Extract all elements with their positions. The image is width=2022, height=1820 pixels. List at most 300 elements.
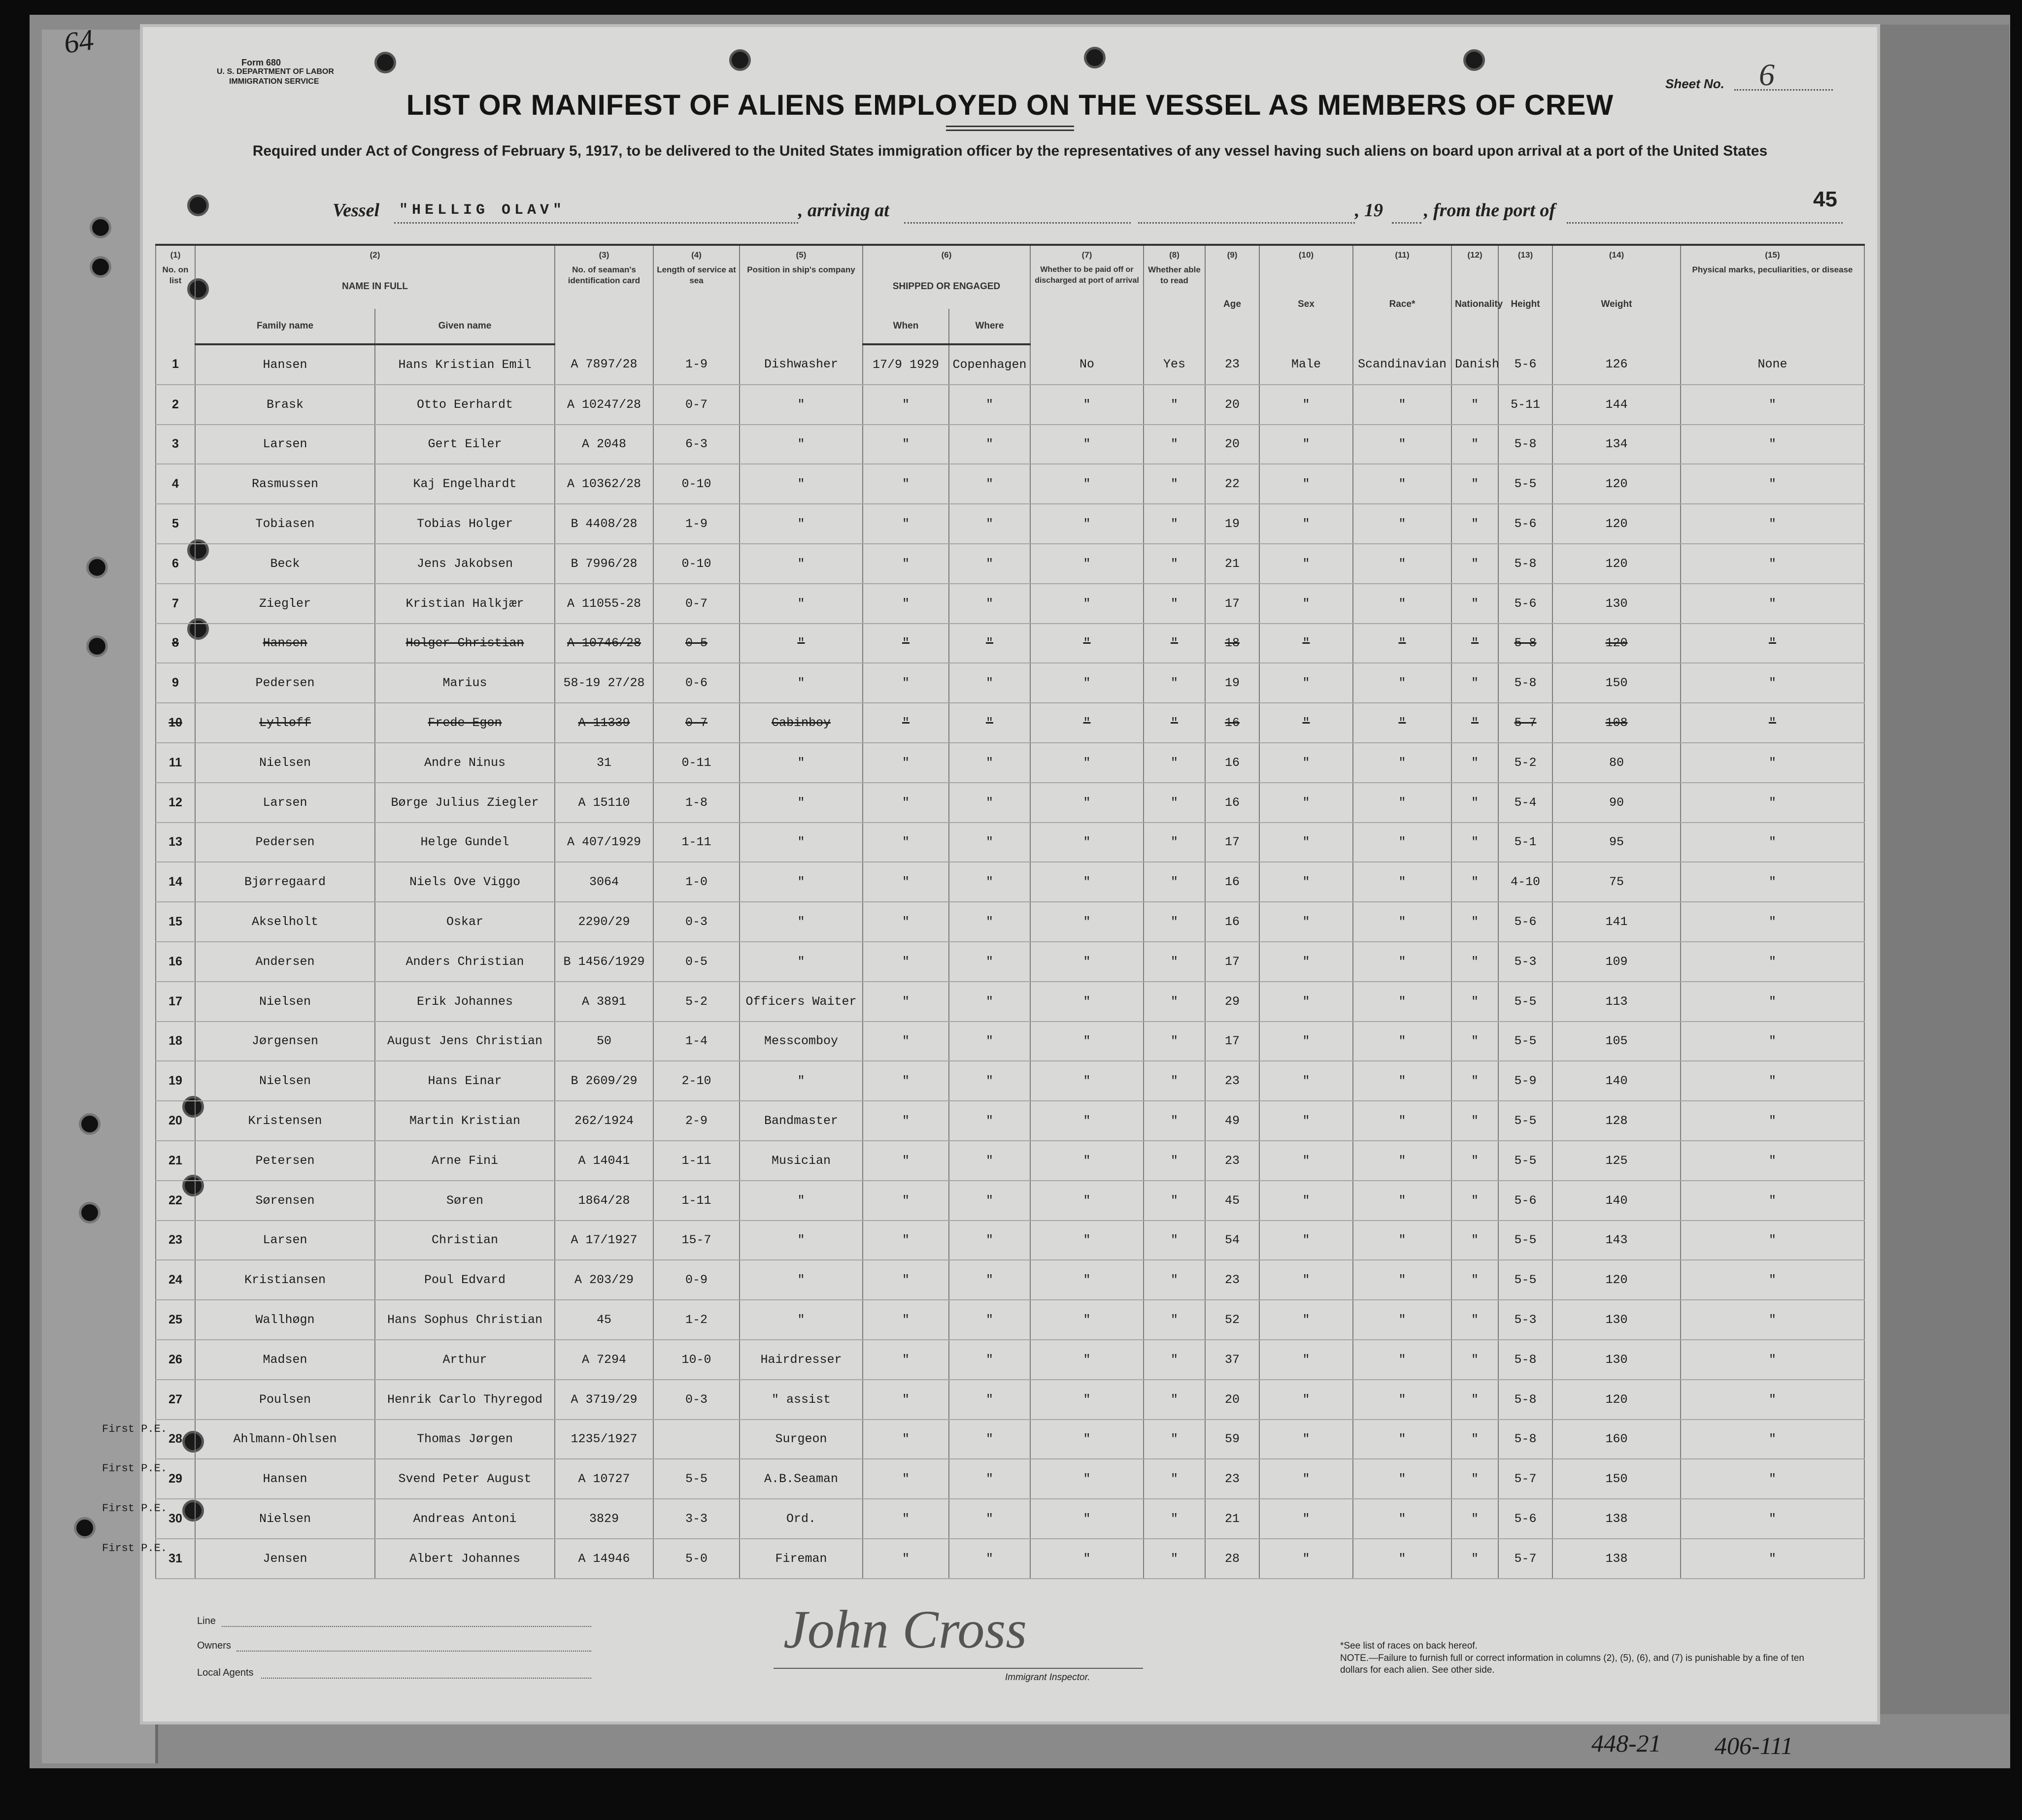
- height: 5-7: [1498, 703, 1552, 743]
- paid-off: ": [1030, 1380, 1144, 1420]
- family-name: Andersen: [195, 942, 375, 982]
- height: 5-4: [1498, 783, 1552, 823]
- crew-row: [156, 385, 1864, 425]
- race: ": [1353, 703, 1451, 743]
- position: Fireman: [740, 1539, 863, 1579]
- paid-off: ": [1030, 1181, 1144, 1221]
- line-rule: [222, 1625, 591, 1627]
- shipped-when: ": [863, 1141, 949, 1181]
- shipped-where: ": [949, 584, 1030, 624]
- race: ": [1353, 1459, 1451, 1499]
- service-length: 0-3: [653, 1380, 740, 1420]
- position: Dishwasher: [740, 344, 863, 385]
- port-label: , from the port of: [1424, 200, 1556, 221]
- nationality: ": [1451, 703, 1498, 743]
- sheet-label: Sheet No.: [1665, 76, 1724, 91]
- first-pe-mark: First P.E.: [102, 1502, 168, 1515]
- family-name: Nielsen: [195, 743, 375, 783]
- paid-off: ": [1030, 1260, 1144, 1300]
- nationality: ": [1451, 942, 1498, 982]
- col-number: (1): [156, 245, 195, 265]
- shipped-when: ": [863, 1499, 949, 1539]
- family-name: Kristiansen: [195, 1260, 375, 1300]
- able-to-read: ": [1144, 1022, 1205, 1061]
- margin-note-bottom-right: 448-21: [1591, 1729, 1661, 1757]
- physical-marks: ": [1681, 1061, 1864, 1101]
- header-when: When: [863, 309, 949, 344]
- crew-manifest-table: [102, 244, 1865, 1579]
- position: ": [740, 624, 863, 663]
- shipped-when: ": [863, 783, 949, 823]
- race: ": [1353, 942, 1451, 982]
- family-name: Lylloff: [195, 703, 375, 743]
- physical-marks: ": [1681, 544, 1864, 584]
- given-name: Børge Julius Ziegler: [375, 783, 555, 823]
- paid-off: ": [1030, 1499, 1144, 1539]
- given-name: Kristian Halkjær: [375, 584, 555, 624]
- shipped-when: 17/9 1929: [863, 344, 949, 385]
- inspector-signature: John Cross: [783, 1599, 1027, 1659]
- height: 5-6: [1498, 1499, 1552, 1539]
- given-name: Gert Eiler: [375, 425, 555, 464]
- arriving-label: , arriving at: [798, 200, 889, 221]
- race: ": [1353, 1141, 1451, 1181]
- race: ": [1353, 1181, 1451, 1221]
- paid-off: ": [1030, 982, 1144, 1022]
- col-number: (5): [740, 245, 863, 265]
- sex: ": [1259, 504, 1353, 544]
- shipped-when: ": [863, 1221, 949, 1260]
- family-name: Pedersen: [195, 663, 375, 703]
- crew-row: [156, 982, 1864, 1022]
- height: 5-5: [1498, 1260, 1552, 1300]
- race: ": [1353, 1539, 1451, 1579]
- crew-row: [156, 624, 1864, 663]
- able-to-read: ": [1144, 584, 1205, 624]
- sex: ": [1259, 584, 1353, 624]
- height: 5-1: [1498, 823, 1552, 862]
- paid-off: ": [1030, 1141, 1144, 1181]
- binding-ring-hole: [90, 217, 111, 238]
- seaman-card-number: 58-19 27/28: [555, 663, 653, 703]
- age: 16: [1205, 902, 1259, 942]
- row-number-value: 21: [168, 1153, 182, 1167]
- height: 5-7: [1498, 1539, 1552, 1579]
- able-to-read: ": [1144, 1380, 1205, 1420]
- weight: 75: [1552, 862, 1681, 902]
- weight: 130: [1552, 1300, 1681, 1340]
- sex: ": [1259, 942, 1353, 982]
- physical-marks: ": [1681, 1459, 1864, 1499]
- row-number-value: 15: [168, 915, 182, 929]
- race: ": [1353, 624, 1451, 663]
- race: ": [1353, 982, 1451, 1022]
- weight: 128: [1552, 1101, 1681, 1141]
- able-to-read: ": [1144, 1181, 1205, 1221]
- given-name: Hans Sophus Christian: [375, 1300, 555, 1340]
- able-to-read: ": [1144, 464, 1205, 504]
- agents-label: Local Agents: [197, 1667, 254, 1678]
- department-name: U. S. DEPARTMENT OF LABOR: [217, 67, 334, 76]
- nationality: ": [1451, 1300, 1498, 1340]
- nationality: ": [1451, 862, 1498, 902]
- paid-off: No: [1030, 344, 1144, 385]
- row-number: [156, 1101, 195, 1141]
- seaman-card-number: B 2609/29: [555, 1061, 653, 1101]
- age: 16: [1205, 783, 1259, 823]
- sex: ": [1259, 1499, 1353, 1539]
- row-number: [156, 703, 195, 743]
- crew-row: [156, 1300, 1864, 1340]
- family-name: Jensen: [195, 1539, 375, 1579]
- page-title: LIST OR MANIFEST OF ALIENS EMPLOYED ON THE VESSEL AS MEMBERS OF CREW: [406, 89, 1614, 121]
- shipped-where: ": [949, 1061, 1030, 1101]
- service-length: 1-11: [653, 823, 740, 862]
- age: 20: [1205, 385, 1259, 425]
- seaman-card-number: A 7897/28: [555, 344, 653, 385]
- shipped-when: ": [863, 663, 949, 703]
- row-number: [156, 1141, 195, 1181]
- crew-row: [156, 1181, 1864, 1221]
- height: 4-10: [1498, 862, 1552, 902]
- row-number: [156, 743, 195, 783]
- crew-row: [156, 504, 1864, 544]
- able-to-read: ": [1144, 1061, 1205, 1101]
- age: 23: [1205, 1459, 1259, 1499]
- given-name: Arthur: [375, 1340, 555, 1380]
- physical-marks: ": [1681, 663, 1864, 703]
- seaman-card-number: A 10247/28: [555, 385, 653, 425]
- position: " assist: [740, 1380, 863, 1420]
- shipped-when: ": [863, 1459, 949, 1499]
- position: ": [740, 1300, 863, 1340]
- position: ": [740, 385, 863, 425]
- age: 23: [1205, 1260, 1259, 1300]
- port-rule: [1567, 222, 1843, 224]
- race: ": [1353, 823, 1451, 862]
- row-number: [102, 1539, 195, 1579]
- shipped-when: ": [863, 425, 949, 464]
- position: ": [740, 425, 863, 464]
- crew-row: [156, 1101, 1864, 1141]
- able-to-read: ": [1144, 504, 1205, 544]
- nationality: ": [1451, 1260, 1498, 1300]
- height: 5-3: [1498, 1300, 1552, 1340]
- service-length: 5-2: [653, 982, 740, 1022]
- row-number: [156, 1340, 195, 1380]
- col-number: (11): [1353, 245, 1451, 265]
- position: Ord.: [740, 1499, 863, 1539]
- weight: 108: [1552, 703, 1681, 743]
- service-length: 1-8: [653, 783, 740, 823]
- physical-marks: ": [1681, 783, 1864, 823]
- able-to-read: ": [1144, 823, 1205, 862]
- shipped-where: ": [949, 1221, 1030, 1260]
- crew-row: [156, 1221, 1864, 1260]
- able-to-read: ": [1144, 1499, 1205, 1539]
- race: ": [1353, 1380, 1451, 1420]
- punch-hole: [187, 195, 209, 216]
- nationality: ": [1451, 902, 1498, 942]
- shipped-where: ": [949, 504, 1030, 544]
- physical-marks: ": [1681, 1499, 1864, 1539]
- row-number: [102, 1499, 195, 1539]
- position: ": [740, 743, 863, 783]
- crew-row: [156, 663, 1864, 703]
- seaman-card-number: A 11339: [555, 703, 653, 743]
- race: Scandinavian: [1353, 344, 1451, 385]
- paid-off: ": [1030, 464, 1144, 504]
- row-number-value: 31: [168, 1551, 182, 1565]
- seaman-card-number: A 14041: [555, 1141, 653, 1181]
- paid-off: ": [1030, 1459, 1144, 1499]
- paid-off: ": [1030, 743, 1144, 783]
- col-number: (4): [653, 245, 740, 265]
- service-length: 1-2: [653, 1300, 740, 1340]
- given-name: Holger Christian: [375, 624, 555, 663]
- race: ": [1353, 1221, 1451, 1260]
- weight: 105: [1552, 1022, 1681, 1061]
- physical-marks: ": [1681, 1539, 1864, 1579]
- service-length: 0-11: [653, 743, 740, 783]
- header-no-on-list: No. on list: [156, 265, 195, 344]
- header-shipped-engaged: SHIPPED OR ENGAGED: [863, 265, 1030, 309]
- arriving-rule: [904, 222, 1131, 224]
- row-number: [156, 1061, 195, 1101]
- age: 54: [1205, 1221, 1259, 1260]
- weight: 150: [1552, 663, 1681, 703]
- given-name: Andre Ninus: [375, 743, 555, 783]
- height: 5-8: [1498, 1340, 1552, 1380]
- shipped-where: Copenhagen: [949, 344, 1030, 385]
- row-number: [156, 1221, 195, 1260]
- nationality: Danish: [1451, 344, 1498, 385]
- physical-marks: ": [1681, 743, 1864, 783]
- position: Musician: [740, 1141, 863, 1181]
- seaman-card-number: A 10727: [555, 1459, 653, 1499]
- paid-off: ": [1030, 783, 1144, 823]
- family-name: Rasmussen: [195, 464, 375, 504]
- position: ": [740, 464, 863, 504]
- position: Hairdresser: [740, 1340, 863, 1380]
- age: 18: [1205, 624, 1259, 663]
- given-name: Thomas Jørgen: [375, 1420, 555, 1459]
- crew-row: [156, 823, 1864, 862]
- position: ": [740, 783, 863, 823]
- seaman-card-number: 31: [555, 743, 653, 783]
- height: 5-8: [1498, 425, 1552, 464]
- service-length: 1-9: [653, 504, 740, 544]
- race: ": [1353, 544, 1451, 584]
- nationality: ": [1451, 1022, 1498, 1061]
- given-name: Erik Johannes: [375, 982, 555, 1022]
- paid-off: ": [1030, 703, 1144, 743]
- service-length: 1-0: [653, 862, 740, 902]
- family-name: Jørgensen: [195, 1022, 375, 1061]
- able-to-read: ": [1144, 783, 1205, 823]
- weight: 120: [1552, 464, 1681, 504]
- row-number-value: 7: [172, 596, 179, 610]
- col-number: (9): [1205, 245, 1259, 265]
- seaman-card-number: 2290/29: [555, 902, 653, 942]
- year-label: , 19: [1355, 200, 1383, 221]
- stacked-pages-edge: [1872, 25, 2009, 1714]
- header-height: Height: [1498, 265, 1552, 344]
- paid-off: ": [1030, 1340, 1144, 1380]
- paid-off: ": [1030, 1221, 1144, 1260]
- family-name: Tobiasen: [195, 504, 375, 544]
- given-name: Anders Christian: [375, 942, 555, 982]
- family-name: Bjørregaard: [195, 862, 375, 902]
- row-number: [156, 1181, 195, 1221]
- service-length: 1-11: [653, 1181, 740, 1221]
- paid-off: ": [1030, 584, 1144, 624]
- able-to-read: ": [1144, 982, 1205, 1022]
- service-length: 2-10: [653, 1061, 740, 1101]
- paid-off: ": [1030, 544, 1144, 584]
- row-number: [156, 783, 195, 823]
- shipped-when: ": [863, 1022, 949, 1061]
- service-length: 2-9: [653, 1101, 740, 1141]
- sex: ": [1259, 1539, 1353, 1579]
- weight: 138: [1552, 1499, 1681, 1539]
- given-name: Hans Kristian Emil: [375, 344, 555, 385]
- given-name: Svend Peter August: [375, 1459, 555, 1499]
- row-number-value: 19: [168, 1074, 182, 1088]
- position: ": [740, 942, 863, 982]
- physical-marks: ": [1681, 1022, 1864, 1061]
- family-name: Petersen: [195, 1141, 375, 1181]
- physical-marks: ": [1681, 504, 1864, 544]
- nationality: ": [1451, 464, 1498, 504]
- header-age: Age: [1205, 265, 1259, 344]
- weight: 143: [1552, 1221, 1681, 1260]
- age: 49: [1205, 1101, 1259, 1141]
- family-name: Larsen: [195, 1221, 375, 1260]
- able-to-read: ": [1144, 743, 1205, 783]
- seaman-card-number: A 15110: [555, 783, 653, 823]
- sex: ": [1259, 464, 1353, 504]
- seaman-card-number: 50: [555, 1022, 653, 1061]
- shipped-where: ": [949, 624, 1030, 663]
- able-to-read: ": [1144, 902, 1205, 942]
- vessel-label: Vessel: [333, 200, 379, 221]
- crew-row: [156, 1420, 1864, 1459]
- header-weight: Weight: [1552, 265, 1681, 344]
- nationality: ": [1451, 1061, 1498, 1101]
- age: 21: [1205, 544, 1259, 584]
- age: 23: [1205, 344, 1259, 385]
- weight: 130: [1552, 584, 1681, 624]
- shipped-when: ": [863, 1340, 949, 1380]
- service-length: 5-0: [653, 1539, 740, 1579]
- position: ": [740, 902, 863, 942]
- able-to-read: ": [1144, 1300, 1205, 1340]
- able-to-read: ": [1144, 1420, 1205, 1459]
- shipped-when: ": [863, 902, 949, 942]
- race: ": [1353, 1260, 1451, 1300]
- seaman-card-number: A 14946: [555, 1539, 653, 1579]
- able-to-read: ": [1144, 663, 1205, 703]
- header-length-service: Length of service at sea: [653, 265, 740, 344]
- paid-off: ": [1030, 942, 1144, 982]
- weight: 134: [1552, 425, 1681, 464]
- shipped-when: ": [863, 1420, 949, 1459]
- family-name: Kristensen: [195, 1101, 375, 1141]
- family-name: Ziegler: [195, 584, 375, 624]
- able-to-read: ": [1144, 385, 1205, 425]
- row-number: [156, 504, 195, 544]
- sex: ": [1259, 1141, 1353, 1181]
- crew-row: [156, 1260, 1864, 1300]
- seaman-card-number: A 17/1927: [555, 1221, 653, 1260]
- shipped-when: ": [863, 1300, 949, 1340]
- row-number: [156, 544, 195, 584]
- column-heading-row: [156, 265, 1864, 309]
- col-number: (6): [863, 245, 1030, 265]
- family-name: Akselholt: [195, 902, 375, 942]
- shipped-where: ": [949, 1340, 1030, 1380]
- shipped-when: ": [863, 544, 949, 584]
- row-number-value: 12: [168, 795, 182, 809]
- seaman-card-number: 3064: [555, 862, 653, 902]
- weight: 140: [1552, 1061, 1681, 1101]
- shipped-when: ": [863, 385, 949, 425]
- height: 5-8: [1498, 544, 1552, 584]
- age: 22: [1205, 464, 1259, 504]
- shipped-when: ": [863, 1181, 949, 1221]
- shipped-when: ": [863, 743, 949, 783]
- nationality: ": [1451, 1340, 1498, 1380]
- nationality: ": [1451, 1380, 1498, 1420]
- position: ": [740, 1221, 863, 1260]
- service-length: 6-3: [653, 425, 740, 464]
- header-where: Where: [949, 309, 1030, 344]
- family-name: Nielsen: [195, 1061, 375, 1101]
- row-number: [102, 1420, 195, 1459]
- age: 21: [1205, 1499, 1259, 1539]
- sex: ": [1259, 663, 1353, 703]
- row-number: [156, 902, 195, 942]
- sex: ": [1259, 1300, 1353, 1340]
- able-to-read: ": [1144, 942, 1205, 982]
- row-number: [156, 942, 195, 982]
- height: 5-5: [1498, 1221, 1552, 1260]
- seaman-card-number: A 407/1929: [555, 823, 653, 862]
- vessel-name: "HELLIG OLAV": [399, 202, 566, 219]
- service-length: 0-7: [653, 385, 740, 425]
- given-name: Niels Ove Viggo: [375, 862, 555, 902]
- weight: 80: [1552, 743, 1681, 783]
- nationality: ": [1451, 1181, 1498, 1221]
- shipped-when: ": [863, 1260, 949, 1300]
- row-number: [156, 385, 195, 425]
- title-underline: [946, 126, 1074, 131]
- given-name: Helge Gundel: [375, 823, 555, 862]
- first-pe-mark: First P.E.: [102, 1542, 168, 1555]
- service-length: 15-7: [653, 1221, 740, 1260]
- row-number-value: 29: [168, 1472, 182, 1486]
- col-number: (2): [195, 245, 555, 265]
- able-to-read: ": [1144, 425, 1205, 464]
- header-name-in-full: NAME IN FULL: [195, 265, 555, 309]
- paid-off: ": [1030, 1420, 1144, 1459]
- nationality: ": [1451, 982, 1498, 1022]
- paid-off: ": [1030, 1061, 1144, 1101]
- physical-marks: ": [1681, 862, 1864, 902]
- row-number-value: 27: [168, 1392, 182, 1406]
- sex: ": [1259, 624, 1353, 663]
